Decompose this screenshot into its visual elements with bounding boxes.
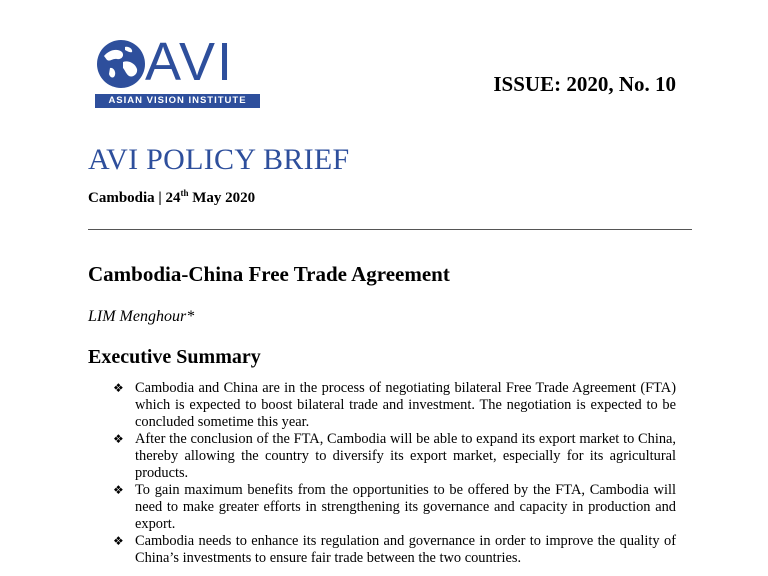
header-divider [88,229,692,230]
dateline-date: May 2020 [188,190,256,206]
list-item [113,431,676,482]
globe-icon [95,38,147,90]
issue-number: ISSUE: 2020, No. 10 [493,72,676,96]
list-item-text: To gain maximum benefits from the opportunities to be offered by the FTA, Cambodia will need to make greater efforts in strengthening its governance and capacity in production and export. [135,482,676,532]
list-item [113,380,676,431]
bullet-icon: ❖ [113,534,124,548]
logo-wordmark: AVI [145,32,235,92]
dateline-place: Cambodia | 24 [88,190,181,206]
list-item [113,482,676,533]
bullet-icon: ❖ [113,483,124,497]
section-title: Executive Summary [88,346,261,368]
summary-list [113,380,676,567]
document-title: Cambodia-China Free Trade Agreement [88,262,450,286]
avi-logo [95,32,265,112]
brief-title: AVI POLICY BRIEF [88,143,350,176]
list-item [113,533,676,567]
logo-org-name: ASIAN VISION INSTITUTE [95,94,260,108]
list-item-text: Cambodia needs to enhance its regulation and governance in order to improve the quality of China’s investments to ensure fair trade between the two countries. [135,533,676,566]
list-item-text: After the conclusion of the FTA, Cambodia will be able to expand its export market to China, thereby allowing the country to diversify its export market, especially for its agricultural products. [135,431,676,481]
bullet-icon: ❖ [113,432,124,446]
bullet-icon: ❖ [113,381,124,395]
author: LIM Menghour* [88,308,195,325]
list-item-text: Cambodia and China are in the process of negotiating bilateral Free Trade Agreement (FTA) which is expected to boost bilateral trade and investment. The negotiation is expected to be concluded sometime this year. [135,380,676,430]
dateline-suffix: th [180,188,189,198]
dateline [88,188,255,207]
